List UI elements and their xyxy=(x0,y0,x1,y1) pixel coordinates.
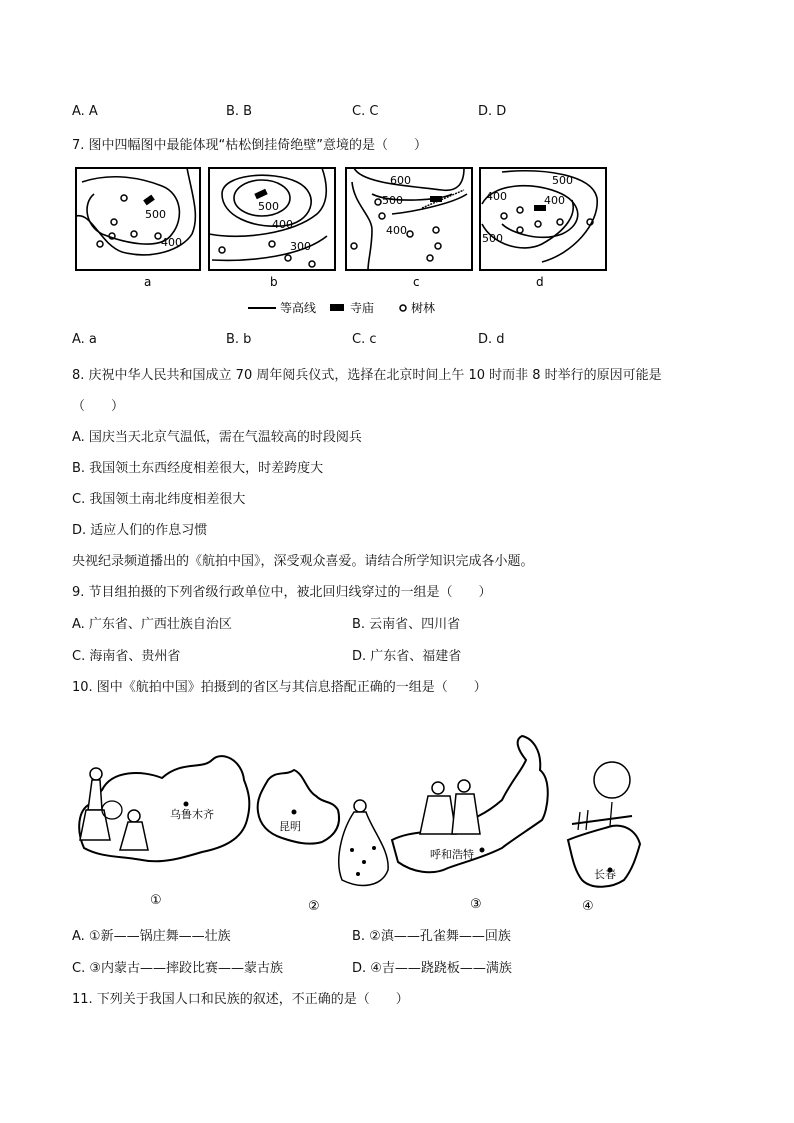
province-map-3 xyxy=(392,736,548,912)
legend-forest: 树林 xyxy=(411,301,436,315)
map-c-contour-1: 600 xyxy=(390,174,411,187)
map-b-contour-2: 400 xyxy=(272,218,293,231)
map-d-contour-4: 400 xyxy=(486,190,507,203)
province-map-4 xyxy=(568,762,640,914)
forest-legend-icon xyxy=(400,305,406,311)
q8-option-d[interactable]: D. 适应人们的作息习惯 xyxy=(72,523,208,538)
map-b xyxy=(209,168,335,270)
province-map-2 xyxy=(258,770,389,914)
map-b-contour-1: 500 xyxy=(258,200,279,213)
q7-option-c[interactable]: C. c xyxy=(352,332,377,347)
map-a-contour-1: 500 xyxy=(145,208,166,221)
map4-number: ④ xyxy=(582,899,594,914)
map-d xyxy=(480,168,606,270)
q8-option-a[interactable]: A. 国庆当天北京气温低，需在气温较高的时段阅兵 xyxy=(72,430,362,445)
q10-option-d[interactable]: D. ④吉——跷跷板——满族 xyxy=(352,961,512,976)
q6-option-c[interactable]: C. C xyxy=(352,104,379,119)
q10-stem: 10. 图中《航拍中国》拍摄到的省区与其信息搭配正确的一组是（ ） xyxy=(72,680,487,695)
q8-stem: 8. 庆祝中华人民共和国成立 70 周年阅兵仪式，选择在北京时间上午 10 时而非 8 时举行的原因可能是 xyxy=(72,368,662,383)
q7-option-b[interactable]: B. b xyxy=(226,332,252,347)
map-c-contour-3: 400 xyxy=(386,224,407,237)
intro-text: 央视纪录频道播出的《航拍中国》，深受观众喜爱。请结合所学知识完成各小题。 xyxy=(72,554,534,569)
map1-number: ① xyxy=(150,893,162,908)
q10-option-c[interactable]: C. ③内蒙古——摔跤比赛——蒙古族 xyxy=(72,961,283,976)
legend-temple: 寺庙 xyxy=(350,301,375,315)
map3-number: ③ xyxy=(470,897,482,912)
q6-option-d[interactable]: D. D xyxy=(478,104,507,119)
map1-city: 乌鲁木齐 xyxy=(170,808,214,821)
map-c-label: c xyxy=(413,275,420,289)
map3-city: 呼和浩特 xyxy=(430,848,474,861)
map4-city: 长春 xyxy=(594,868,616,881)
map-a-contour-2: 400 xyxy=(161,236,182,249)
q9-option-d[interactable]: D. 广东省、福建省 xyxy=(352,649,462,664)
map-a-label: a xyxy=(144,275,152,289)
q9-option-b[interactable]: B. 云南省、四川省 xyxy=(352,617,461,632)
map-b-label: b xyxy=(270,275,278,289)
legend-contour: 等高线 xyxy=(280,301,317,315)
q10-option-b[interactable]: B. ②滇——孔雀舞——回族 xyxy=(352,929,511,944)
map-a xyxy=(76,168,200,270)
q7-stem: 7. 图中四幅图中最能体现“枯松倒挂倚绝壁”意境的是（ ） xyxy=(72,138,428,153)
q6-option-b[interactable]: B. B xyxy=(226,104,253,119)
map-d-contour-3: 500 xyxy=(482,232,503,245)
map-c-contour-2: 500 xyxy=(382,194,403,207)
map2-number: ② xyxy=(308,899,320,914)
q10-option-a[interactable]: A. ①新——锅庄舞——壮族 xyxy=(72,929,231,944)
q11-stem: 11. 下列关于我国人口和民族的叙述，不正确的是（ ） xyxy=(72,992,409,1007)
map-d-contour-1: 500 xyxy=(552,174,573,187)
province-map-1 xyxy=(79,756,249,908)
q8-option-c[interactable]: C. 我国领土南北纬度相差很大 xyxy=(72,492,246,507)
q9-option-c[interactable]: C. 海南省、贵州省 xyxy=(72,649,181,664)
map2-city: 昆明 xyxy=(279,820,301,833)
map-c xyxy=(346,168,472,270)
map-d-contour-2: 400 xyxy=(544,194,565,207)
map-b-contour-3: 300 xyxy=(290,240,311,253)
q8-stem-paren: （ ） xyxy=(72,399,125,414)
q10-province-maps xyxy=(72,730,652,920)
temple-legend-icon xyxy=(330,304,344,311)
q7-option-d[interactable]: D. d xyxy=(478,332,505,347)
q9-stem: 9. 节目组拍摄的下列省级行政单位中，被北回归线穿过的一组是（ ） xyxy=(72,585,492,600)
q8-option-b[interactable]: B. 我国领土东西经度相差很大，时差跨度大 xyxy=(72,461,324,476)
map-d-label: d xyxy=(536,275,544,289)
q7-option-a[interactable]: A. a xyxy=(72,332,97,347)
q7-contour-maps xyxy=(72,164,612,324)
q6-option-a[interactable]: A. A xyxy=(72,104,98,119)
q9-option-a[interactable]: A. 广东省、广西壮族自治区 xyxy=(72,617,232,632)
